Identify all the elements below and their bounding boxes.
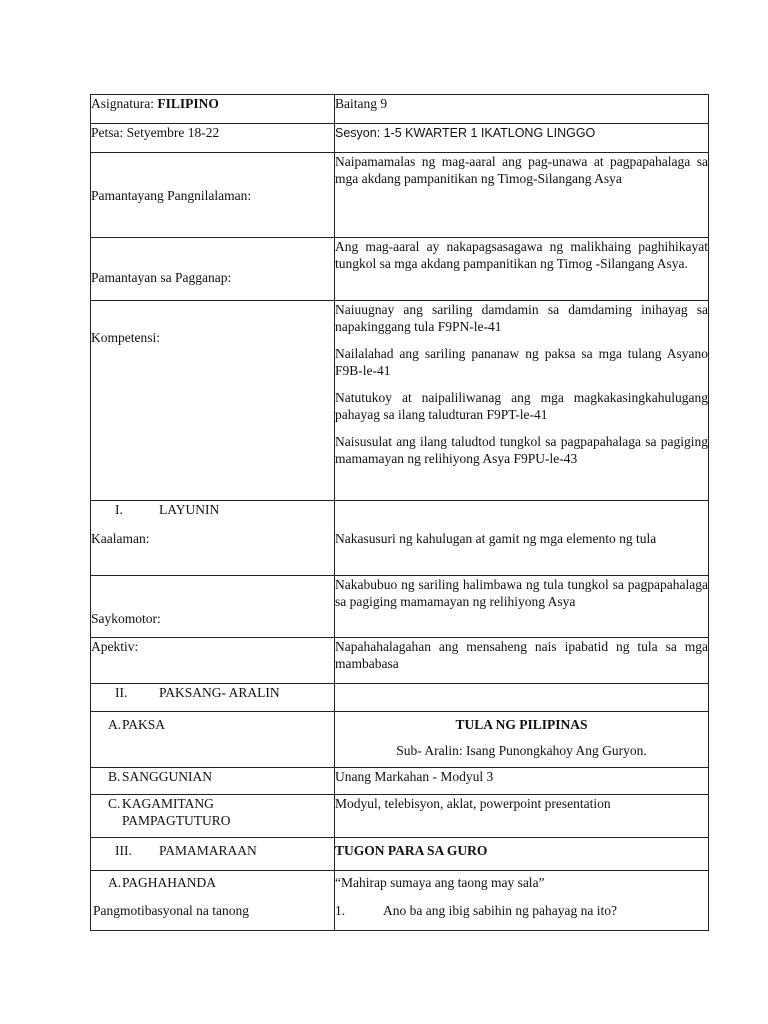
cell-paksa-text xyxy=(335,712,709,768)
cell-pangnilalaman-text xyxy=(335,153,709,238)
paksang-aralin-number: II. xyxy=(115,685,128,700)
question-number: 1. xyxy=(335,903,346,918)
row-sanggunian xyxy=(91,768,709,795)
row-paksang-aralin xyxy=(91,684,709,712)
pangnilalaman-text: Naipamamalas ng mag-aaral ang pag-unawa at pagpapahalaga sa mga akdang pampanitikan ng Timog-Silangang Asya xyxy=(335,154,708,186)
saykomotor-label: Saykomotor: xyxy=(91,611,161,626)
cell-saykomotor-label xyxy=(91,576,335,638)
cell-sesyon xyxy=(335,124,709,153)
cell-pangnilalaman-label xyxy=(91,153,335,238)
apektiv-label: Apektiv: xyxy=(91,639,139,654)
row-pamamaraan xyxy=(91,838,709,871)
cell-kagamitan-label xyxy=(91,795,335,838)
kompetensi-item: Nailalahad ang sariling pananaw ng paksa sa mga tulang Asyano F9B-le-41 xyxy=(335,346,708,378)
paghahanda-label: PAGHAHANDA xyxy=(122,875,217,890)
layunin-title: LAYUNIN xyxy=(159,502,220,517)
cell-asignatura xyxy=(91,95,335,124)
cell-apektiv-text xyxy=(335,638,709,684)
cell-pamamaraan-text xyxy=(335,838,709,871)
kompetensi-label: Kompetensi: xyxy=(91,330,160,345)
cell-pamamaraan-label xyxy=(91,838,335,871)
cell-kompetensi-label xyxy=(91,301,335,501)
cell-apektiv-label xyxy=(91,638,335,684)
cell-paksa-label xyxy=(91,712,335,768)
cell-pagganap-text xyxy=(335,238,709,301)
cell-paghahanda-label xyxy=(91,871,335,931)
row-asignatura xyxy=(91,95,709,124)
kompetensi-item: Naisusulat ang ilang taludtod tungkol sa pagpapahalaga sa pagiging mamamayan ng relihiyong Asya F9PU-le-43 xyxy=(335,434,708,466)
layunin-number: I. xyxy=(115,502,123,517)
cell-paksang-aralin-empty xyxy=(335,684,709,712)
cell-kaalaman-text xyxy=(335,501,709,576)
pagganap-label: Pamantayan sa Pagganap: xyxy=(91,270,232,285)
paghahanda-letter: A. xyxy=(108,875,122,890)
row-pangnilalaman xyxy=(91,153,709,238)
baitang-value: Baitang 9 xyxy=(335,96,388,111)
cell-petsa xyxy=(91,124,335,153)
cell-paghahanda-text xyxy=(335,871,709,931)
kagamitan-label-2: PAMPAGTUTURO xyxy=(122,813,231,828)
cell-kompetensi-list xyxy=(335,301,709,501)
petsa-label: Petsa: Setyembre 18-22 xyxy=(91,125,220,140)
pamamaraan-title: PAMAMARAAN xyxy=(159,843,257,858)
row-kompetensi xyxy=(91,301,709,501)
kompetensi-item: Naiuugnay ang sariling damdamin sa damdaming inihayag sa napakinggang tula F9PN-le-41 xyxy=(335,302,708,334)
row-pagganap xyxy=(91,238,709,301)
cell-paksang-aralin xyxy=(91,684,335,712)
row-petsa xyxy=(91,124,709,153)
row-kagamitan xyxy=(91,795,709,838)
cell-kagamitan-text xyxy=(335,795,709,838)
cell-layunin-label xyxy=(91,501,335,576)
asignatura-label: Asignatura: xyxy=(91,96,158,111)
pangnilalaman-label: Pamantayang Pangnilalaman: xyxy=(91,187,252,203)
cell-baitang xyxy=(335,95,709,124)
cell-pagganap-label xyxy=(91,238,335,301)
asignatura-value: FILIPINO xyxy=(157,96,219,111)
cell-sanggunian-text xyxy=(335,768,709,795)
cell-sanggunian-label xyxy=(91,768,335,795)
paksa-title: TULA NG PILIPINAS xyxy=(455,717,588,732)
sesyon-value: Sesyon: 1-5 KWARTER 1 IKATLONG LINGGO xyxy=(335,126,596,140)
saykomotor-text: Nakabubuo ng sariling halimbawa ng tula tungkol sa pagpapahalaga sa pagiging mamamayan ng relihiyong Asya xyxy=(335,577,708,609)
pagganap-text: Ang mag-aaral ay nakapagsasagawa ng malikhaing paghihikayat tungkol sa mga akdang pampanitikan ng Timog -Silangang Asya. xyxy=(335,239,708,271)
paghahanda-sub: Pangmotibasyonal na tanong xyxy=(93,903,249,918)
paksa-label: PAKSA xyxy=(122,717,166,732)
lesson-plan-table xyxy=(90,94,709,931)
kagamitan-letter: C. xyxy=(108,796,121,811)
question-text: Ano ba ang ibig sabihin ng pahayag na ito? xyxy=(383,903,617,918)
row-saykomotor xyxy=(91,576,709,638)
sanggunian-text: Unang Markahan - Modyul 3 xyxy=(335,769,494,784)
paghahanda-question xyxy=(335,902,708,919)
kaalaman-text: Nakasusuri ng kahulugan at gamit ng mga elemento ng tula xyxy=(335,531,657,546)
apektiv-text: Napahahalagahan ang mensaheng nais ipabatid ng tula sa mga mambabasa xyxy=(335,639,708,671)
row-paghahanda xyxy=(91,871,709,931)
kagamitan-text: Modyul, telebisyon, aklat, powerpoint presentation xyxy=(335,796,611,811)
pamamaraan-right: TUGON PARA SA GURO xyxy=(335,843,488,858)
sanggunian-letter: B. xyxy=(108,769,121,784)
row-paksa xyxy=(91,712,709,768)
kaalaman-label: Kaalaman: xyxy=(91,531,150,546)
paghahanda-quote: “Mahirap sumaya ang taong may sala” xyxy=(335,875,545,890)
row-apektiv xyxy=(91,638,709,684)
paksa-subtitle: Sub- Aralin: Isang Punongkahoy Ang Guryon. xyxy=(396,743,647,758)
kompetensi-item: Natutukoy at naipaliliwanag ang mga magkakasingkahulugang pahayag sa ilang taludturan F9PT-le-41 xyxy=(335,390,708,422)
paksang-aralin-title: PAKSANG- ARALIN xyxy=(159,685,280,700)
cell-saykomotor-text xyxy=(335,576,709,638)
sanggunian-label: SANGGUNIAN xyxy=(122,769,212,784)
kagamitan-label-1: KAGAMITANG xyxy=(122,796,214,811)
row-layunin xyxy=(91,501,709,576)
pamamaraan-number: III. xyxy=(115,843,132,858)
paksa-letter: A. xyxy=(108,717,122,732)
